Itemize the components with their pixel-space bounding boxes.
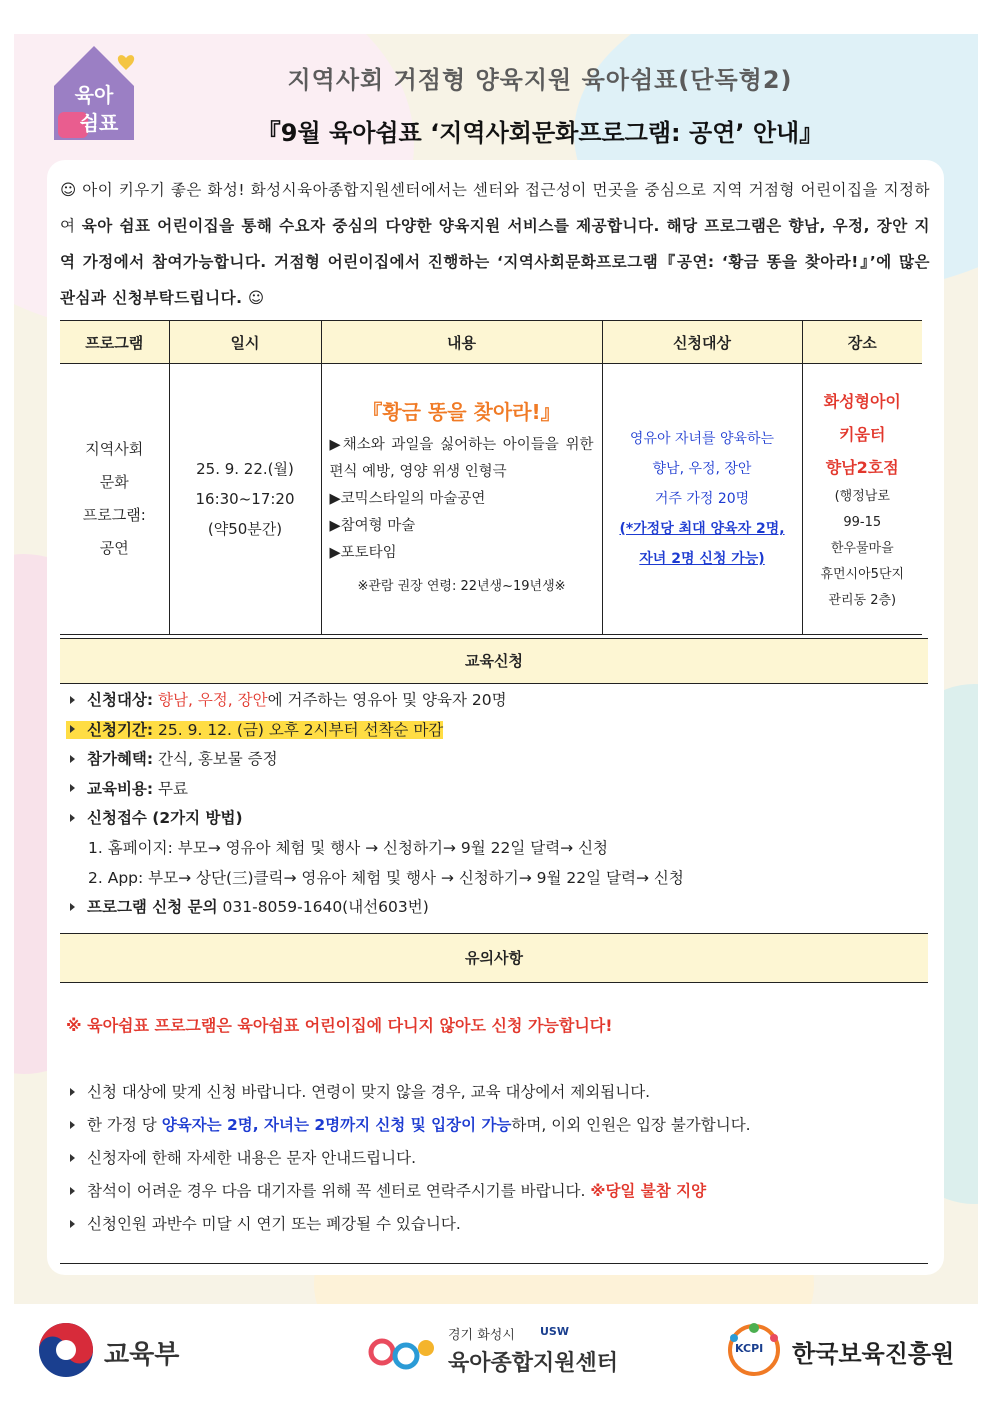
bullet-icon xyxy=(70,1220,75,1228)
list-item: 신청인원 과반수 미달 시 연기 또는 폐강될 수 있습니다. xyxy=(66,1208,751,1241)
svg-text:쉼표: 쉼표 xyxy=(79,111,119,135)
cell-place: 화성형아이 키움터 향남2호점 (행정남로 99-15 한우물마을 휴먼시아5단지 관리동 2층) xyxy=(802,364,922,635)
center-logo-icon xyxy=(368,1328,438,1378)
bullet-icon xyxy=(70,1121,75,1129)
taegeuk-icon xyxy=(36,1320,96,1380)
list-item: 신청기간: 25. 9. 12. (금) 오후 2시부터 선착순 마감 xyxy=(66,716,684,746)
bullet-icon xyxy=(70,1088,75,1096)
footer xyxy=(0,1308,992,1403)
intro-paragraph: ☺ 아이 키우기 좋은 화성! 화성시육아종합지원센터에서는 센터와 접근성이 먼곳을 중심으로 지역 거점형 어린이집을 지정하여 육아 쉼표 어린이집을 통해 수요자 중심의 다양한 양육지원 서비스를 제공합니다. 해당 프로그램은 향남, 우정, 장안 지역 가정에서 참여가능합니다. 거점형 어린이집에서 진행하는 ‘지역사회문화프로그램『공연: ‘황금 똥을 찾아라!』’에 많은 관심과 신청부탁드립니다. ☺ xyxy=(60,181,930,307)
list-item: 신청접수 (2가지 방법) xyxy=(66,804,684,834)
kcpi-logo: KCPI 한국보육진흥원 xyxy=(726,1322,956,1382)
bullet-icon xyxy=(70,1187,75,1195)
th-target: 신청대상 xyxy=(602,321,802,364)
bullet-icon xyxy=(70,1154,75,1162)
bullet-icon xyxy=(70,784,75,792)
th-datetime: 일시 xyxy=(169,321,321,364)
cell-target: 영유아 자녀를 양육하는 향남, 우정, 장안 거주 가정 20명 (*가정당 최대 양육자 2명, 자녀 2명 신청 가능) xyxy=(602,364,802,635)
list-item: 신청대상: 향남, 우정, 장안에 거주하는 영유아 및 양육자 20명 xyxy=(66,686,684,716)
notice-list xyxy=(66,1076,751,1241)
notice-warning: ※ 육아쉼표 프로그램은 육아쉼표 어린이집에 다니지 않아도 신청 가능합니다! xyxy=(66,1016,613,1035)
list-item: 1. 홈페이지: 부모→ 영유아 체험 및 행사 → 신청하기→ 9월 22일 달력→ 신청 xyxy=(88,838,609,857)
apply-heading: 교육신청 xyxy=(60,638,928,684)
schedule-table xyxy=(60,320,922,635)
th-place: 장소 xyxy=(802,321,922,364)
list-item: 교육비용: 무료 xyxy=(66,775,684,805)
bullet-icon xyxy=(70,725,75,733)
list-item: 참가혜택: 간식, 홍보물 증정 xyxy=(66,745,684,775)
bottom-divider xyxy=(60,1263,928,1264)
moe-logo: 교육부 xyxy=(36,1320,206,1380)
cell-program: 지역사회 문화 프로그램: 공연 xyxy=(60,364,169,635)
cell-content: 『황금 똥을 찾아라!』 ▶채소와 과일을 싫어하는 아이들을 위한 편식 예방, 영양 위생 인형극 ▶코믹스타일의 마술공연 ▶참여형 마술 ▶포토타임 ※관람 권장 연령: 22년생~19년생※ xyxy=(321,364,602,635)
center-logo: 경기 화성시 USW 육아종합지원센터 xyxy=(368,1322,648,1382)
list-item: 참석이 어려운 경우 다음 대기자를 위해 꼭 센터로 연락주시기를 바랍니다. ※당일 불참 지양 xyxy=(66,1175,751,1208)
th-program: 프로그램 xyxy=(60,321,169,364)
table-row xyxy=(60,364,922,635)
content-title: 『황금 똥을 찾아라!』 xyxy=(362,399,561,424)
bullet-icon xyxy=(70,903,75,911)
list-item: 프로그램 신청 문의 031-8059-1640(내선603번) xyxy=(66,893,684,923)
yuga-shimpyo-logo xyxy=(44,38,144,146)
usw-badge: USW xyxy=(540,1325,569,1338)
list-item: 2. App: 부모→ 상단(三)클릭→ 영유아 체험 및 행사 → 신청하기→ 9월 22일 달력→ 신청 xyxy=(88,868,684,887)
list-item: 신청 대상에 맞게 신청 바랍니다. 연령이 맞지 않을 경우, 교육 대상에서 제외됩니다. xyxy=(66,1076,751,1109)
cell-datetime: 25. 9. 22.(월) 16:30~17:20 (약50분간) xyxy=(169,364,321,635)
content-note: ※관람 권장 연령: 22년생~19년생※ xyxy=(357,578,566,594)
title-main: 지역사회 거점형 양육지원 육아쉼표(단독형2) xyxy=(287,66,793,94)
svg-text:육아: 육아 xyxy=(74,83,114,107)
apply-list xyxy=(66,686,684,923)
bullet-icon xyxy=(70,814,75,822)
list-item: 신청자에 한해 자세한 내용은 문자 안내드립니다. xyxy=(66,1142,751,1175)
bullet-icon xyxy=(70,755,75,763)
th-content: 내용 xyxy=(321,321,602,364)
list-item: 한 가정 당 양육자는 2명, 자녀는 2명까지 신청 및 입장이 가능하며, 이외 인원은 입장 불가합니다. xyxy=(66,1109,751,1142)
bullet-icon xyxy=(70,696,75,704)
table-header-row xyxy=(60,321,922,364)
notice-heading: 유의사항 xyxy=(60,933,928,983)
title-sub: 『9월 육아쉼표 ‘지역사회문화프로그램: 공연’ 안내』 xyxy=(256,119,824,147)
